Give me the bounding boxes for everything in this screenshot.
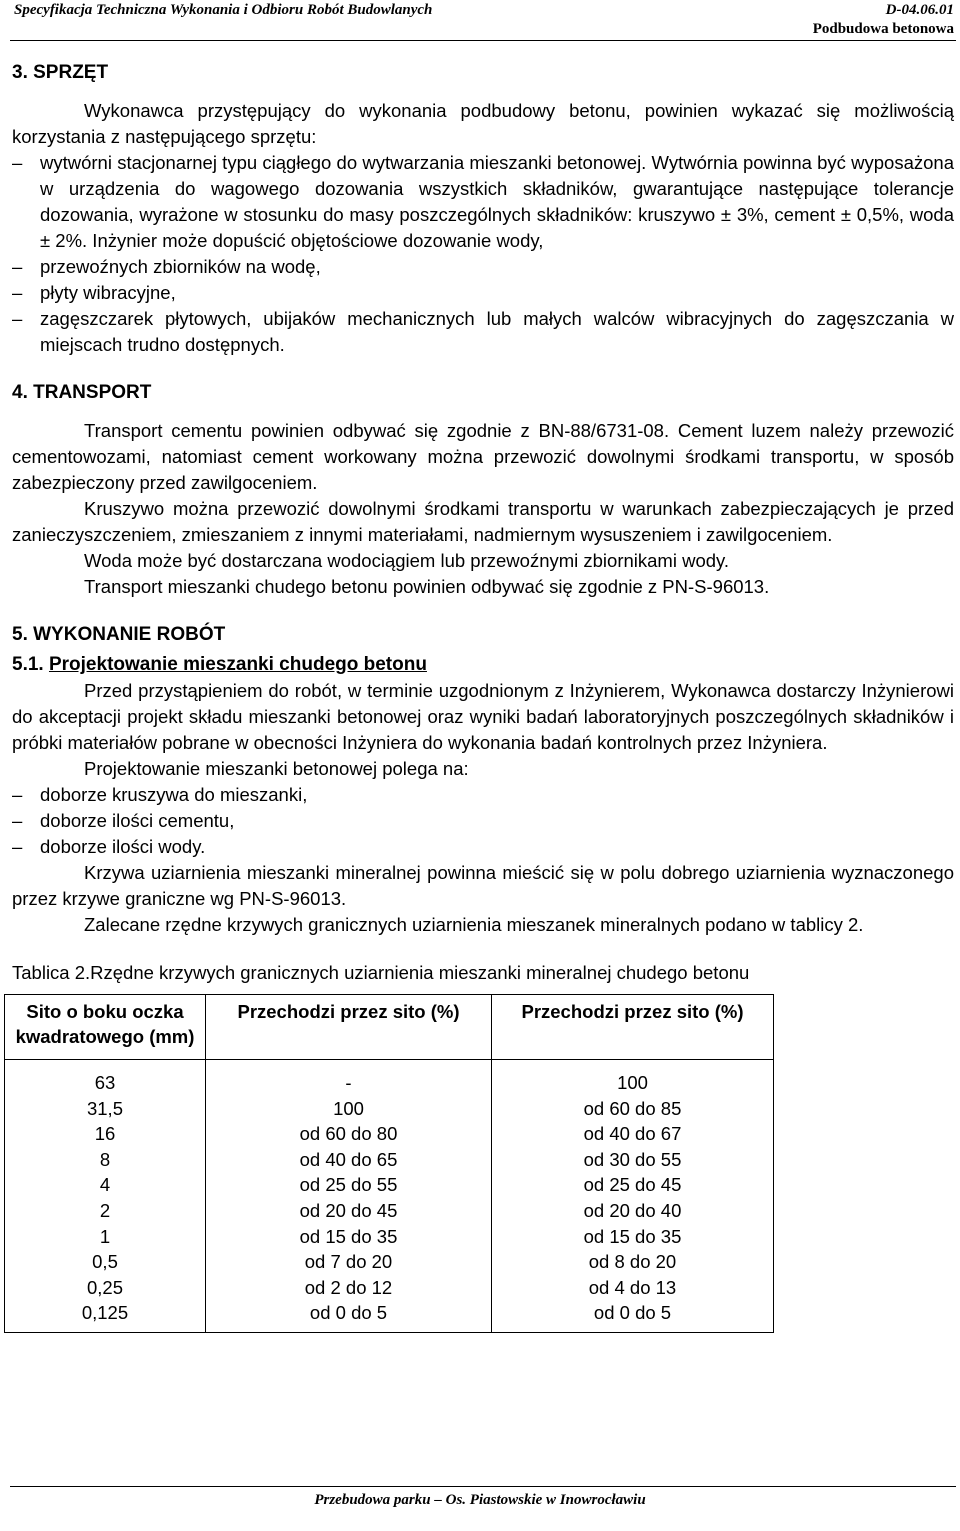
table-caption: Tablica 2.Rzędne krzywych granicznych uziarnienia mieszanki mineralnej chudego betonu	[12, 962, 750, 983]
header-spec-subtitle: Podbudowa betonowa	[812, 21, 954, 37]
list-item-text: wytwórni stacjonarnej typu ciągłego do wytwarzania mieszanki betonowej. Wytwórnia powinna być wyposażona w urządzenia do wagowego dozowania wszystkich składników, gwarantujące następujące tolerancje dozowania, wyrażone w stosunku do masy poszczególnych składników: kruszywo ± 3%, cement ± 0,5%, woda ± 2%. Inżynier może dopuścić objętościowe dozowanie wody,	[40, 152, 954, 251]
list-item-text: doborze kruszywa do mieszanki,	[40, 784, 308, 805]
table-header-pass-lower: Przechodzi przez sito (%)	[206, 995, 492, 1060]
list-item-text: przewoźnych zbiorników na wodę,	[40, 256, 321, 277]
header-document-title: Specyfikacja Techniczna Wykonania i Odbioru Robót Budowlanych	[14, 2, 433, 18]
list-item-text: zagęszczarek płytowych, ubijaków mechanicznych lub małych walców wibracyjnych do zagęszczania w miejscach trudno dostępnych.	[40, 308, 954, 355]
list-item: – zagęszczarek płytowych, ubijaków mechanicznych lub małych walców wibracyjnych do zagęszczania w miejscach trudno dostępnych.	[12, 306, 954, 358]
header-spec-code: D-04.06.01	[885, 2, 954, 18]
list-item: – płyty wibracyjne,	[12, 280, 954, 306]
list-item-text: płyty wibracyjne,	[40, 282, 176, 303]
section-3-intro: Wykonawca przystępujący do wykonania podbudowy betonu, powinien wykazać się możliwością korzystania z następującego sprzętu:	[12, 100, 954, 147]
table-header-sieve: Sito o boku oczka kwadratowego (mm)	[5, 995, 206, 1060]
footer-divider	[10, 1486, 956, 1487]
section-5-heading: 5. WYKONANIE ROBÓT	[12, 624, 226, 645]
list-item-text: doborze ilości wody.	[40, 836, 206, 857]
document-body	[12, 60, 954, 1333]
section-5-paragraph-3: Krzywa uziarnienia mieszanki mineralnej powinna mieścić się w polu dobrego uziarnienia wyznaczonego przez krzywe graniczne wg PN-S-96013.	[12, 862, 954, 909]
table-header-row	[5, 995, 774, 1060]
table-row	[5, 1060, 774, 1333]
list-item: – przewoźnych zbiorników na wodę,	[12, 254, 954, 280]
table-cell-sieve-sizes: 63 31,5 16 8 4 2 1 0,5 0,25 0,125	[5, 1060, 206, 1333]
grading-table	[4, 994, 774, 1333]
section-5-paragraph-2: Projektowanie mieszanki betonowej polega na:	[84, 758, 469, 779]
table-cell-pass-lower: - 100 od 60 do 80 od 40 do 65 od 25 do 55 od 20 do 45 od 15 do 35 od 7 do 20 od 2 do 12 od 0 do 5	[206, 1060, 492, 1333]
section-4-paragraph-4: Transport mieszanki chudego betonu powinien odbywać się zgodnie z PN-S-96013.	[84, 576, 770, 597]
section-3-heading: 3. SPRZĘT	[12, 62, 109, 83]
table-cell-pass-upper: 100 od 60 do 85 od 40 do 67 od 30 do 55 od 25 do 45 od 20 do 40 od 15 do 35 od 8 do 20 od 4 do 13 od 0 do 5	[492, 1060, 774, 1333]
table-header-pass-upper: Przechodzi przez sito (%)	[492, 995, 774, 1060]
list-item: – wytwórni stacjonarnej typu ciągłego do wytwarzania mieszanki betonowej. Wytwórnia powinna być wyposażona w urządzenia do wagowego dozowania wszystkich składników, gwarantujące następujące tolerancje dozowania, wyrażone w stosunku do masy poszczególnych składników: kruszywo ± 3%, cement ± 0,5%, woda ± 2%. Inżynier może dopuścić objętościowe dozowanie wody,	[12, 150, 954, 254]
list-item: – doborze kruszywa do mieszanki,	[12, 782, 954, 808]
subsection-5-1-heading	[12, 652, 954, 678]
section-4-paragraph-2: Kruszywo można przewozić dowolnymi środkami transportu w warunkach zabezpieczających je przed zanieczyszczeniem, zmieszaniem z innymi materiałami, nadmiernym wysuszeniem i zawilgoceniem.	[12, 498, 954, 545]
list-item-text: doborze ilości cementu,	[40, 810, 235, 831]
section-4-paragraph-1: Transport cementu powinien odbywać się zgodnie z BN-88/6731-08. Cement luzem należy przewozić cementowozami, natomiast cement workowany można przewozić dowolnymi środkami transportu, w sposób zabezpieczony przed zawilgoceniem.	[12, 420, 954, 493]
section-5-paragraph-1: Przed przystąpieniem do robót, w terminie uzgodnionym z Inżynierem, Wykonawca dostarczy Inżynierowi do akceptacji projekt składu mieszanki betonowej oraz wyniki badań laboratoryjnych poszczególnych składników i próbki materiałów pobrane w obecności Inżyniera do wykonania badań kontrolnych przez Inżyniera.	[12, 680, 954, 753]
subsection-title: Projektowanie mieszanki chudego betonu	[48, 654, 427, 675]
section-4-heading: 4. TRANSPORT	[12, 382, 152, 403]
subsection-number: 5.1.	[12, 654, 44, 675]
section-5-paragraph-4: Zalecane rzędne krzywych granicznych uziarnienia mieszanek mineralnych podano w tablicy 2.	[84, 914, 864, 935]
section-4-paragraph-3: Woda może być dostarczana wodociągiem lub przewoźnymi zbiornikami wody.	[84, 550, 730, 571]
header-divider	[10, 40, 956, 41]
list-item: – doborze ilości cementu,	[12, 808, 954, 834]
footer-project-name: Przebudowa parku – Os. Piastowskie w Inowrocławiu	[314, 1492, 646, 1508]
list-item: – doborze ilości wody.	[12, 834, 954, 860]
